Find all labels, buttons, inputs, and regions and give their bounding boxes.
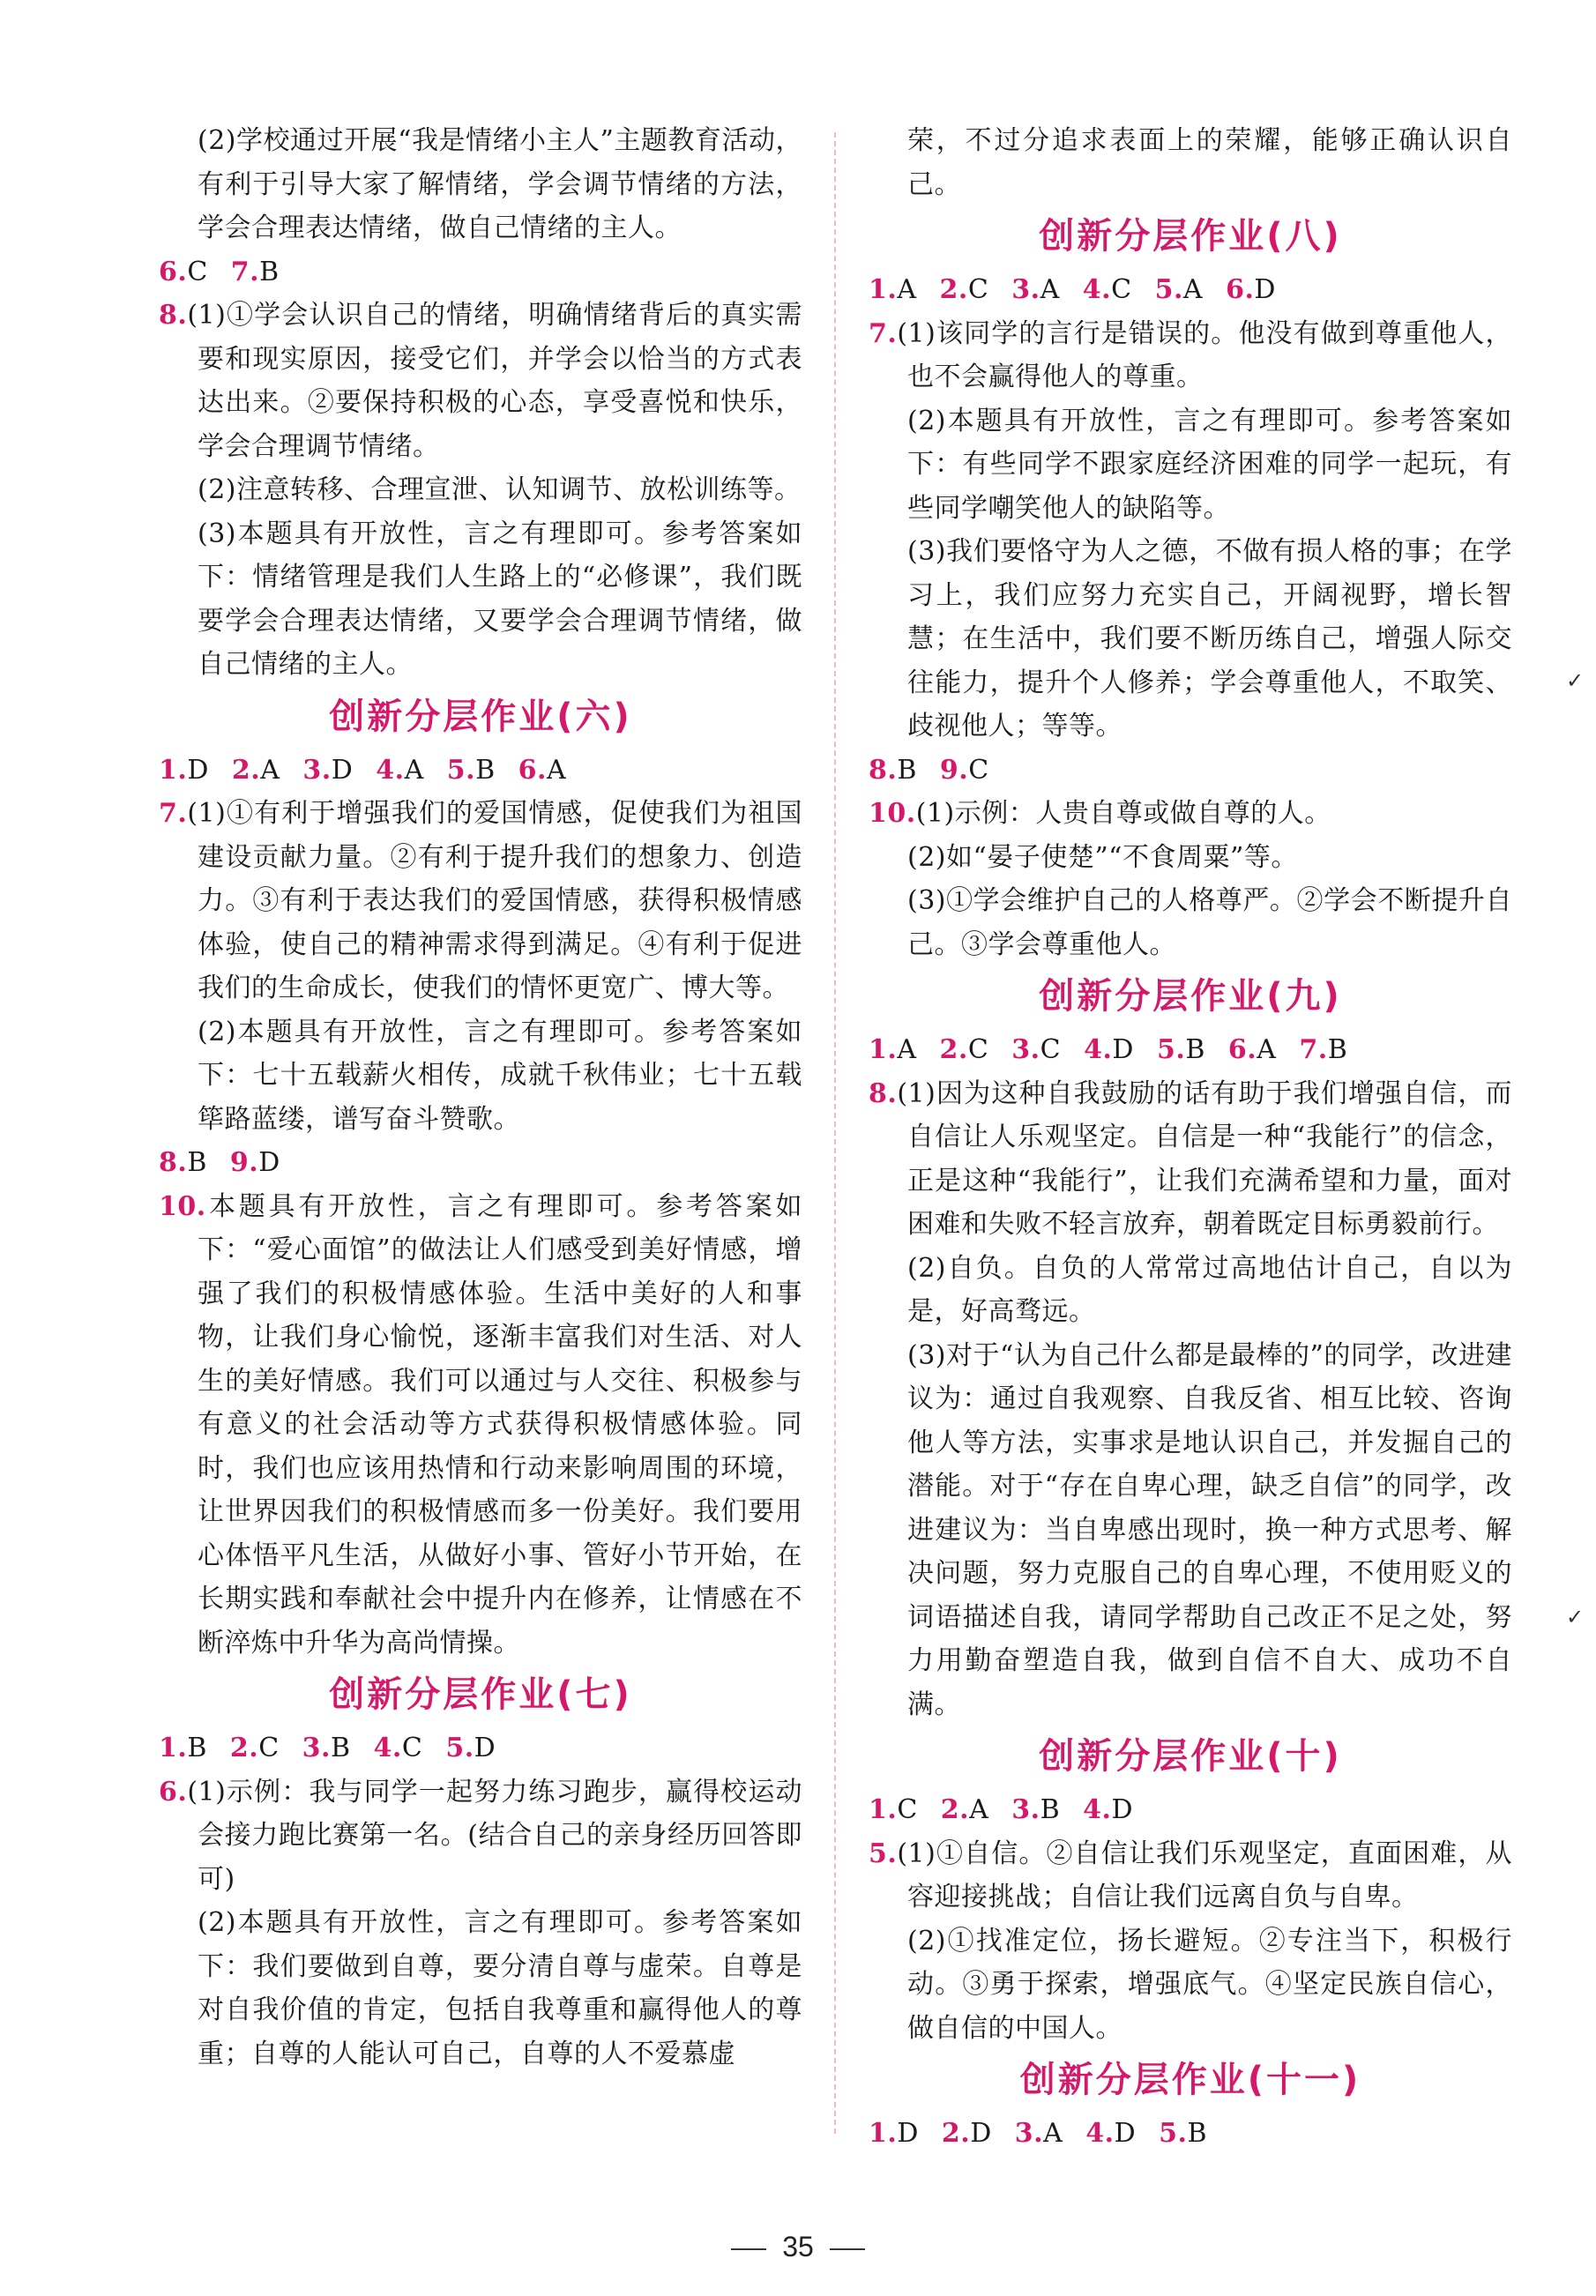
paragraph-text: (3)①学会维护自己的人格尊严。②学会不断提升自己。③学会尊重他人。 <box>907 885 1512 960</box>
answer-paragraph <box>869 312 1512 399</box>
question-number: 1. <box>869 1794 898 1825</box>
answer-item <box>374 1733 423 1763</box>
paragraph-text: (1)示例：人贵自尊或做自尊的人。 <box>915 798 1331 829</box>
answer-letter: D <box>970 2118 992 2149</box>
answer-row <box>869 1028 1512 1072</box>
paragraph-text: (2)如“晏子使楚”“不食周粟”等。 <box>907 841 1298 873</box>
answer-letter: C <box>258 1733 280 1763</box>
answer-letter: A <box>897 1034 917 1065</box>
answer-letter: B <box>187 1733 207 1763</box>
answer-item <box>159 755 209 786</box>
question-number: 8. <box>869 754 898 786</box>
footer-dash-left <box>731 2248 766 2250</box>
question-number: 4. <box>376 754 405 786</box>
answer-item <box>1157 1034 1205 1065</box>
answer-letter: B <box>331 1733 351 1763</box>
answer-letter: B <box>187 1147 207 1178</box>
answer-letter: C <box>967 1034 989 1065</box>
answer-row <box>869 268 1512 312</box>
section-heading: 创新分层作业(六) <box>329 696 632 737</box>
question-number: 10. <box>159 1190 206 1222</box>
answer-letter: B <box>1187 2118 1208 2149</box>
answer-paragraph <box>869 1247 1512 1334</box>
paragraph-text: (1)示例：我与同学一起努力练习跑步，赢得校运动会接力跑比赛第一名。(结合自己的亲身经历回答即可) <box>187 1776 802 1895</box>
answer-paragraph <box>159 1185 802 1666</box>
answer-paragraph <box>869 1334 1512 1727</box>
question-number: 2. <box>231 754 261 786</box>
paragraph-text: 本题具有开放性，言之有理即可。参考答案如下：“爱心面馆”的做法让人们感受到美好情感，增强了我们的积极情感体验。生活中美好的人和事物，让我们身心愉悦，逐渐丰富我们对生活、对人生的美好情感。我们可以通过与人交往、积极参与有意义的社会活动等方式获得积极情感体验。同时，我们也应该用热情和行动来影响周围的环境，让世界因我们的积极情感而多一份美好。我们要用心体悟平凡生活，从做好小事、管好小节开始，在长期实践和奉献社会中提升内在修养，让情感在不断淬炼中升华为高尚情操。 <box>198 1190 802 1659</box>
answer-item <box>1159 2118 1207 2149</box>
answer-row <box>159 749 802 793</box>
answer-letter: B <box>475 754 496 786</box>
answer-paragraph <box>869 792 1512 836</box>
column-divider <box>834 132 836 2134</box>
answer-paragraph <box>159 468 802 512</box>
question-number: 2. <box>940 1794 970 1825</box>
answer-item <box>302 1733 351 1763</box>
answer-letter: C <box>967 274 989 305</box>
paragraph-text: (3)本题具有开放性，言之有理即可。参考答案如下：情绪管理是我们人生路上的“必修课”，我们既要学会合理表达情绪，又要学会合理调节情绪，做自己情绪的主人。 <box>198 518 802 680</box>
question-number: 6. <box>1226 274 1255 305</box>
question-number: 1. <box>869 1034 898 1065</box>
question-number: 6. <box>159 1776 188 1808</box>
question-number: 2. <box>939 274 968 305</box>
answer-letter: A <box>1182 274 1204 305</box>
question-number: 9. <box>229 1147 259 1178</box>
answer-item <box>1085 2118 1136 2149</box>
answer-letter: C <box>1040 1034 1062 1065</box>
answer-letter: A <box>969 1794 989 1825</box>
question-number: 1. <box>869 2118 898 2149</box>
answer-item <box>159 257 208 287</box>
answer-letter: A <box>1257 1034 1277 1065</box>
answer-item <box>940 274 989 305</box>
answer-item <box>869 274 917 305</box>
question-number: 5. <box>1159 2118 1188 2149</box>
question-number: 3. <box>1011 1034 1040 1065</box>
answer-paragraph <box>869 836 1512 880</box>
answer-row <box>869 2112 1512 2156</box>
section-heading: 创新分层作业(十) <box>1039 1736 1342 1777</box>
question-number: 7. <box>230 256 260 287</box>
answer-item <box>1011 274 1060 305</box>
answer-letter: A <box>404 754 424 786</box>
answer-item <box>869 755 917 786</box>
answer-letter: D <box>1114 2118 1137 2149</box>
answer-item <box>445 1733 496 1763</box>
question-number: 5. <box>446 754 476 786</box>
question-number: 4. <box>1082 274 1112 305</box>
answer-item <box>1011 1034 1061 1065</box>
question-number: 1. <box>159 754 188 786</box>
answer-paragraph <box>159 119 802 250</box>
paragraph-text: (2)自负。自负的人常常过高地估计自己，自以为是，好高骛远。 <box>907 1252 1512 1327</box>
question-number: 1. <box>159 1733 188 1763</box>
answer-paragraph <box>869 1832 1512 1920</box>
question-number: 4. <box>1083 1794 1112 1825</box>
answer-item <box>869 1034 917 1065</box>
question-number: 3. <box>302 754 332 786</box>
answer-letter: C <box>968 754 989 786</box>
answer-paragraph <box>869 1920 1512 2051</box>
answer-item <box>231 257 280 287</box>
question-number: 5. <box>445 1733 474 1763</box>
question-number: 2. <box>939 1034 968 1065</box>
question-number: 10. <box>869 798 916 829</box>
answer-item <box>232 755 280 786</box>
answer-letter: A <box>897 274 917 305</box>
paragraph-text: 荣，不过分追求表面上的荣耀，能够正确认识自己。 <box>907 125 1512 200</box>
answer-paragraph <box>159 1901 802 2076</box>
paragraph-text: (1)①学会认识自己的情绪，明确情绪背后的真实需要和现实原因，接受它们，并学会以恰当的方式表达出来。②要保持积极的心态，享受喜悦和快乐，学会合理调节情绪。 <box>187 300 802 462</box>
answer-item <box>1011 1794 1060 1825</box>
section-heading: 创新分层作业(八) <box>1039 216 1342 257</box>
section-heading: 创新分层作业(七) <box>329 1674 632 1715</box>
answer-paragraph <box>159 1770 802 1902</box>
answer-letter: B <box>1327 1034 1348 1065</box>
right-column <box>869 119 1512 2156</box>
footer-dash-right <box>830 2248 865 2250</box>
question-number: 7. <box>869 317 898 349</box>
paragraph-text: (2)本题具有开放性，言之有理即可。参考答案如下：有些同学不跟家庭经济困难的同学一起玩，有些同学嘲笑他人的缺陷等。 <box>907 405 1512 524</box>
answer-paragraph <box>869 119 1512 206</box>
answer-letter: A <box>1043 2118 1063 2149</box>
question-number: 3. <box>1011 274 1040 305</box>
section-heading: 创新分层作业(九) <box>1039 976 1342 1017</box>
answer-letter: B <box>1185 1034 1205 1065</box>
answer-item <box>447 755 496 786</box>
page-number: 35 <box>782 2231 814 2262</box>
answer-letter: C <box>1111 274 1132 305</box>
question-number: 5. <box>1156 1034 1186 1065</box>
answer-item <box>159 1733 207 1763</box>
question-number: 3. <box>1014 2118 1044 2149</box>
answer-item <box>376 755 424 786</box>
answer-letter: A <box>1040 274 1060 305</box>
paragraph-text: (1)因为这种自我鼓励的话有助于我们增强自信，而自信让人乐观坚定。自信是一种“我能行”的信念，正是这种“我能行”，让我们充满希望和力量，面对困难和失败不轻言放弃，朝着既定目标勇毅前行。 <box>897 1077 1512 1240</box>
question-number: 3. <box>302 1733 331 1763</box>
paragraph-text: (2)注意转移、合理宣泄、认知调节、放松训练等。 <box>198 474 802 505</box>
answer-letter: D <box>258 1147 280 1178</box>
question-number: 5. <box>869 1838 898 1869</box>
answer-letter: C <box>187 256 208 287</box>
margin-mark: ✓ <box>1566 1605 1585 1629</box>
answer-item <box>1228 1034 1277 1065</box>
answer-letter: D <box>897 2118 919 2149</box>
answer-item <box>230 1733 280 1763</box>
answer-row <box>159 1141 802 1185</box>
answer-letter: B <box>897 754 917 786</box>
answer-item <box>940 755 989 786</box>
paragraph-text: (1)①有利于增强我们的爱国情感，促使我们为祖国建设贡献力量。②有利于提升我们的想象力、创造力。③有利于表达我们的爱国情感，获得积极情感体验，使自己的精神需求得到满足。④有利于促进我们的生命成长，使我们的情怀更宽广、博大等。 <box>187 798 802 1003</box>
answer-paragraph <box>869 530 1512 749</box>
answer-paragraph <box>869 879 1512 966</box>
answer-paragraph <box>159 792 802 1010</box>
paragraph-text: (1)该同学的言行是错误的。他没有做到尊重他人，也不会赢得他人的尊重。 <box>897 317 1512 392</box>
question-number: 1. <box>869 274 898 305</box>
answer-letter: D <box>1111 1794 1134 1825</box>
answer-item <box>942 2118 992 2149</box>
answer-item <box>1083 1794 1133 1825</box>
paragraph-text: (2)本题具有开放性，言之有理即可。参考答案如下：七十五载薪火相传，成就千秋伟业；七十五载筚路蓝缕，谱写奋斗赞歌。 <box>198 1016 802 1135</box>
answer-letter: D <box>331 754 354 786</box>
answer-letter: A <box>546 754 567 786</box>
answer-paragraph <box>869 1072 1512 1247</box>
paragraph-text: (2)学校通过开展“我是情绪小主人”主题教育活动，有利于引导大家了解情绪，学会调节情绪的方法，学会合理表达情绪，做自己情绪的主人。 <box>198 125 802 243</box>
margin-mark: ✓ <box>1566 668 1585 693</box>
paragraph-text: (3)我们要恪守为人之德，不做有损人格的事；在学习上，我们应努力充实自己，开阔视野，增长智慧；在生活中，我们要不断历练自己，增强人际交往能力，提升个人修养；学会尊重他人，不取笑、歧视他人；等等。 <box>907 536 1512 742</box>
answer-paragraph <box>159 1010 802 1142</box>
paragraph-text: (1)①自信。②自信让我们乐观坚定，直面困难，从容迎接挑战；自信让我们远离自负与自卑。 <box>897 1838 1512 1912</box>
answer-paragraph <box>159 512 802 687</box>
question-number: 3. <box>1011 1794 1040 1825</box>
answer-item <box>869 2118 919 2149</box>
question-number: 6. <box>1227 1034 1257 1065</box>
question-number: 2. <box>229 1733 259 1763</box>
question-number: 9. <box>939 754 969 786</box>
paragraph-text: (2)①找准定位，扬长避短。②专注当下，积极行动。③勇于探索，增强底气。④坚定民族自信心，做自信的中国人。 <box>907 1925 1512 2044</box>
page-footer <box>0 2231 1596 2263</box>
answer-row <box>159 250 802 294</box>
question-number: 4. <box>1084 1034 1113 1065</box>
answer-item <box>941 1794 989 1825</box>
answer-item <box>302 755 353 786</box>
question-number: 4. <box>1085 2118 1115 2149</box>
answer-item <box>869 1794 918 1825</box>
answer-item <box>1084 1034 1134 1065</box>
answer-paragraph <box>159 294 802 468</box>
question-number: 7. <box>1299 1034 1328 1065</box>
answer-row <box>869 749 1512 793</box>
question-number: 8. <box>159 300 188 331</box>
left-column <box>159 119 802 2076</box>
answer-row <box>159 1726 802 1770</box>
answer-letter: C <box>401 1733 423 1763</box>
question-number: 6. <box>159 256 188 287</box>
paragraph-text: (3)对于“认为自己什么都是最棒的”的同学，改进建议为：通过自我观察、自我反省、相互比较、咨询他人等方法，实事求是地认识自己，并发掘自己的潜能。对于“存在自卑心理，缺乏自信”的同学，改进建议为：当自卑感出现时，换一种方式思考、解决问题，努力克服自己的自卑心理，不使用贬义的词语描述自我，请同学帮助自己改正不足之处，努力用勤奋塑造自我，做到自信不自大、成功不自满。 <box>907 1339 1512 1720</box>
question-number: 7. <box>159 798 188 829</box>
question-number: 6. <box>518 754 547 786</box>
answer-letter: C <box>897 1794 918 1825</box>
question-number: 5. <box>1154 274 1183 305</box>
question-number: 4. <box>373 1733 402 1763</box>
answer-item <box>159 1147 207 1178</box>
answer-item <box>1226 274 1276 305</box>
paragraph-text: (2)本题具有开放性，言之有理即可。参考答案如下：我们要做到自尊，要分清自尊与虚荣。自尊是对自我价值的肯定，包括自我尊重和赢得他人的尊重；自尊的人能认可自己，自尊的人不爱慕虚 <box>198 1907 802 2069</box>
answer-letter: B <box>1040 1794 1061 1825</box>
answer-item <box>1299 1034 1347 1065</box>
section-heading: 创新分层作业(十一) <box>1019 2060 1361 2100</box>
question-number: 8. <box>869 1077 898 1109</box>
answer-letter: D <box>474 1733 496 1763</box>
question-number: 8. <box>159 1147 188 1178</box>
question-number: 2. <box>941 2118 971 2149</box>
answer-item <box>940 1034 989 1065</box>
answer-letter: B <box>259 256 280 287</box>
answer-letter: D <box>1254 274 1276 305</box>
answer-row <box>869 1788 1512 1832</box>
answer-item <box>1083 274 1132 305</box>
answer-letter: D <box>1112 1034 1134 1065</box>
answer-letter: A <box>260 754 280 786</box>
answer-item <box>518 755 567 786</box>
answer-item <box>1155 274 1204 305</box>
answer-item <box>1015 2118 1063 2149</box>
answer-letter: D <box>187 754 209 786</box>
answer-paragraph <box>869 399 1512 531</box>
answer-item <box>230 1147 280 1178</box>
